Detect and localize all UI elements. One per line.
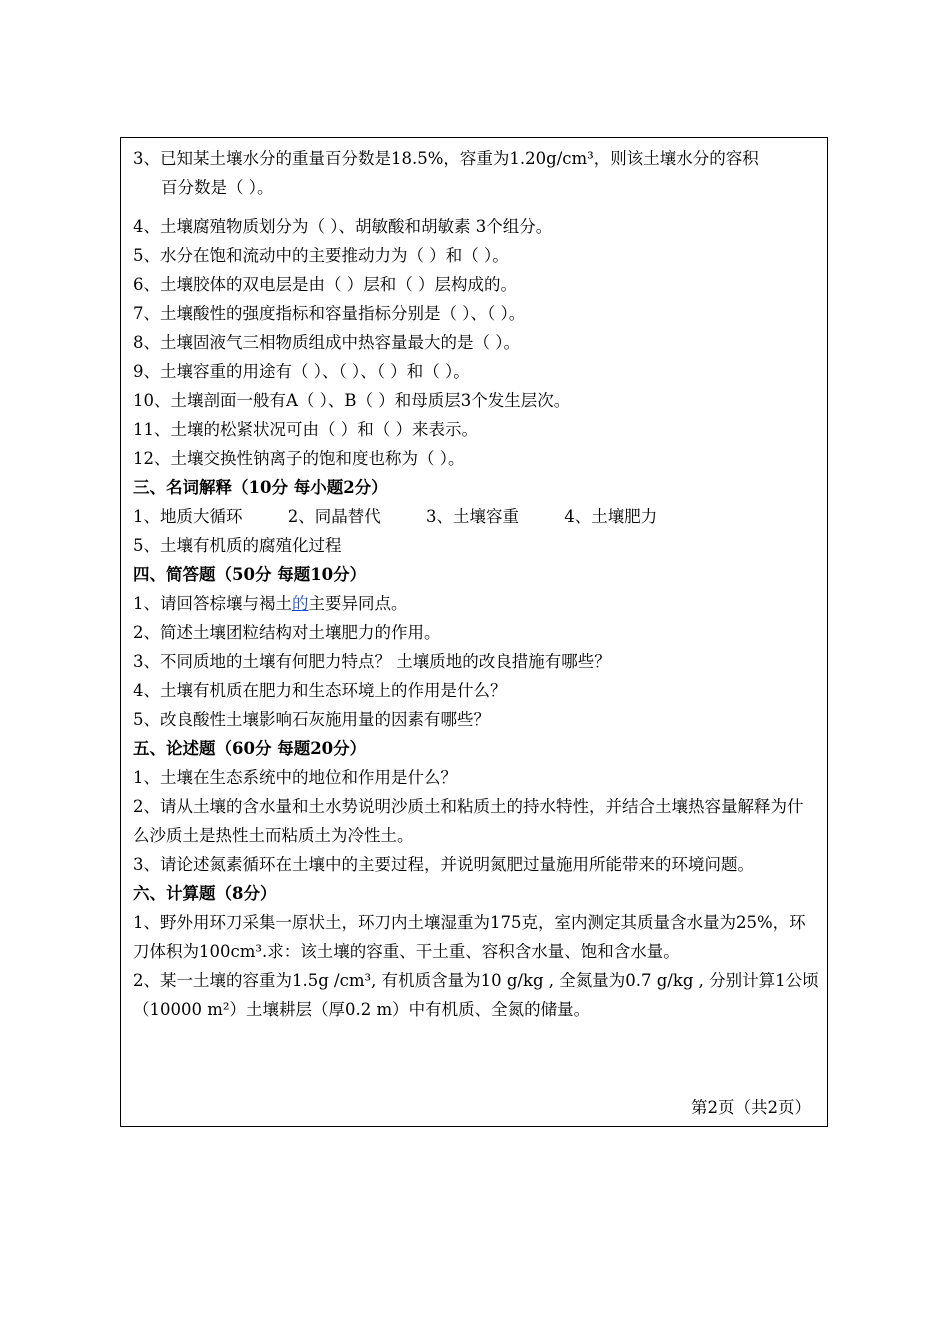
term-2: 2、同晶替代 <box>287 507 381 526</box>
spacer <box>133 202 819 212</box>
exam-content <box>133 144 819 1024</box>
hyperlink-de[interactable]: 的 <box>292 594 309 613</box>
term-4: 4、土壤肥力 <box>564 507 658 526</box>
fill-blank-q4: 4、土壤腐殖物质划分为（ ）、胡敏酸和胡敏素 3个组分。 <box>133 217 553 236</box>
fill-blank-q5: 5、水分在饱和流动中的主要推动力为（ ）和（ ）。 <box>133 246 509 265</box>
calculation-q1: 1、野外用环刀采集一原状土，环刀内土壤湿重为175克，室内测定其质量含水量为25%，环刀体积为100cm³.求：该土壤的容重、干土重、容积含水量、饱和含水量。 <box>133 913 806 961</box>
short-answer-q1-post: 主要异同点。 <box>308 594 408 613</box>
short-answer-q3: 3、不同质地的土壤有何肥力特点？ 土壤质地的改良措施有哪些？ <box>133 652 611 671</box>
fill-blank-q3-line2: 百分数是（ ）。 <box>161 178 274 197</box>
section-heading-calculation: 六、计算题（8分） <box>133 884 277 903</box>
essay-q1: 1、土壤在生态系统中的地位和作用是什么？ <box>133 768 457 787</box>
section-heading-terms: 三、名词解释（10分 每小题2分） <box>133 478 388 497</box>
short-answer-q5: 5、改良酸性土壤影响石灰施用量的因素有哪些？ <box>133 710 490 729</box>
fill-blank-q9: 9、土壤容重的用途有（ ）、（ ）、（ ）和（ ）。 <box>133 362 470 381</box>
term-1: 1、地质大循环 <box>133 507 243 526</box>
fill-blank-q8: 8、土壤固液气三相物质组成中热容量最大的是（ ）。 <box>133 333 520 352</box>
fill-blank-q10: 10、土壤剖面一般有A（ ）、B（ ）和母质层3个发生层次。 <box>133 391 571 410</box>
section-heading-essay: 五、论述题（60分 每题20分） <box>133 739 367 758</box>
fill-blank-q6: 6、土壤胶体的双电层是由（ ）层和（ ）层构成的。 <box>133 275 517 294</box>
short-answer-q1 <box>133 589 819 618</box>
terms-row <box>133 502 819 531</box>
short-answer-q1-pre: 1、请回答棕壤与褐土 <box>133 594 292 613</box>
page-number: 第2页（共2页） <box>691 1098 811 1117</box>
fill-blank-q7: 7、土壤酸性的强度指标和容量指标分别是（ ）、（ ）。 <box>133 304 526 323</box>
fill-blank-q12: 12、土壤交换性钠离子的饱和度也称为（ ）。 <box>133 449 465 468</box>
short-answer-q4: 4、土壤有机质在肥力和生态环境上的作用是什么？ <box>133 681 507 700</box>
calculation-q2: 2、某一土壤的容重为1.5g /cm³, 有机质含量为10 g/kg , 全氮量为0.7 g/kg , 分别计算1公顷（10000 m²）土壤耕层（厚0.2 m）中有机质、全氮的储量。 <box>133 971 819 1019</box>
essay-q2: 2、请从土壤的含水量和土水势说明沙质土和粘质土的持水特性，并结合土壤热容量解释为什么沙质土是热性土而粘质土为冷性土。 <box>133 797 804 845</box>
fill-blank-q11: 11、土壤的松紧状况可由（ ）和（ ）来表示。 <box>133 420 478 439</box>
exam-page-frame <box>120 137 828 1127</box>
essay-q3: 3、请论述氮素循环在土壤中的主要过程，并说明氮肥过量施用所能带来的环境问题。 <box>133 855 754 874</box>
term-5: 5、土壤有机质的腐殖化过程 <box>133 536 342 555</box>
short-answer-q2: 2、简述土壤团粒结构对土壤肥力的作用。 <box>133 623 441 642</box>
section-heading-short-answer: 四、简答题（50分 每题10分） <box>133 565 367 584</box>
term-3: 3、土壤容重 <box>426 507 519 526</box>
fill-blank-q3-line1: 3、已知某土壤水分的重量百分数是18.5%，容重为1.20g/cm³，则该土壤水分的容积 <box>133 149 759 168</box>
